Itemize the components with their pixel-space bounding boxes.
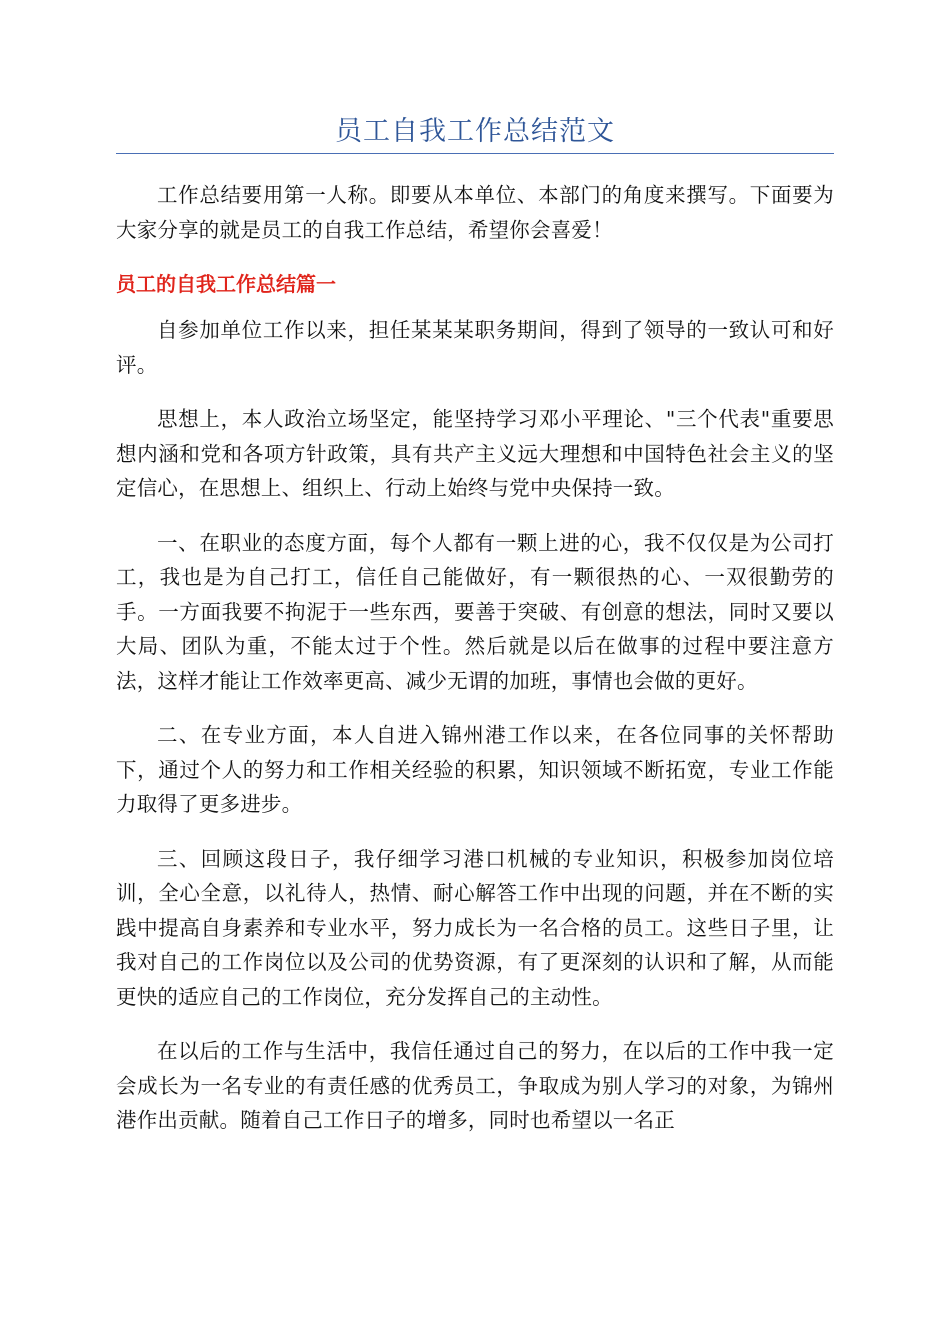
title-underline [116, 153, 834, 154]
document-title: 员工自我工作总结范文 [335, 116, 615, 147]
body-paragraph: 一、在职业的态度方面，每个人都有一颗上进的心，我不仅仅是为公司打工，我也是为自己打工，信任自己能做好，有一颗很热的心、一双很勤劳的手。一方面我要不拘泥于一些东西，要善于突破、有创意的想法，同时又要以大局、团队为重，不能太过于个性。然后就是以后在做事的过程中要注意方法，这样才能让工作效率更高、减少无谓的加班，事情也会做的更好。 [116, 530, 834, 693]
document-body [116, 178, 834, 1158]
body-paragraph: 在以后的工作与生活中，我信任通过自己的努力，在以后的工作中我一定会成长为一名专业的有责任感的优秀员工，争取成为别人学习的对象，为锦州港作出贡献。随着自己工作日子的增多，同时也希望以一名正 [116, 1039, 834, 1132]
body-paragraph: 自参加单位工作以来，担任某某某职务期间，得到了领导的一致认可和好评。 [116, 318, 834, 377]
body-paragraph: 二、在专业方面，本人自进入锦州港工作以来，在各位同事的关怀帮助下，通过个人的努力和工作相关经验的积累，知识领域不断拓宽，专业工作能力取得了更多进步。 [116, 723, 834, 816]
intro-paragraph: 工作总结要用第一人称。即要从本单位、本部门的角度来撰写。下面要为大家分享的就是员工的自我工作总结，希望你会喜爱！ [116, 183, 834, 242]
section-heading: 员工的自我工作总结篇一 [116, 272, 336, 296]
body-paragraph: 三、回顾这段日子，我仔细学习港口机械的专业知识，积极参加岗位培训，全心全意，以礼待人，热情、耐心解答工作中出现的问题，并在不断的实践中提高自身素养和专业水平，努力成长为一名合格的员工。这些日子里，让我对自己的工作岗位以及公司的优势资源，有了更深刻的认识和了解，从而能更快的适应自己的工作岗位，充分发挥自己的主动性。 [116, 846, 834, 1009]
body-paragraph: 思想上，本人政治立场坚定，能坚持学习邓小平理论、"三个代表"重要思想内涵和党和各项方针政策，具有共产主义远大理想和中国特色社会主义的坚定信心，在思想上、组织上、行动上始终与党中央保持一致。 [116, 407, 834, 500]
